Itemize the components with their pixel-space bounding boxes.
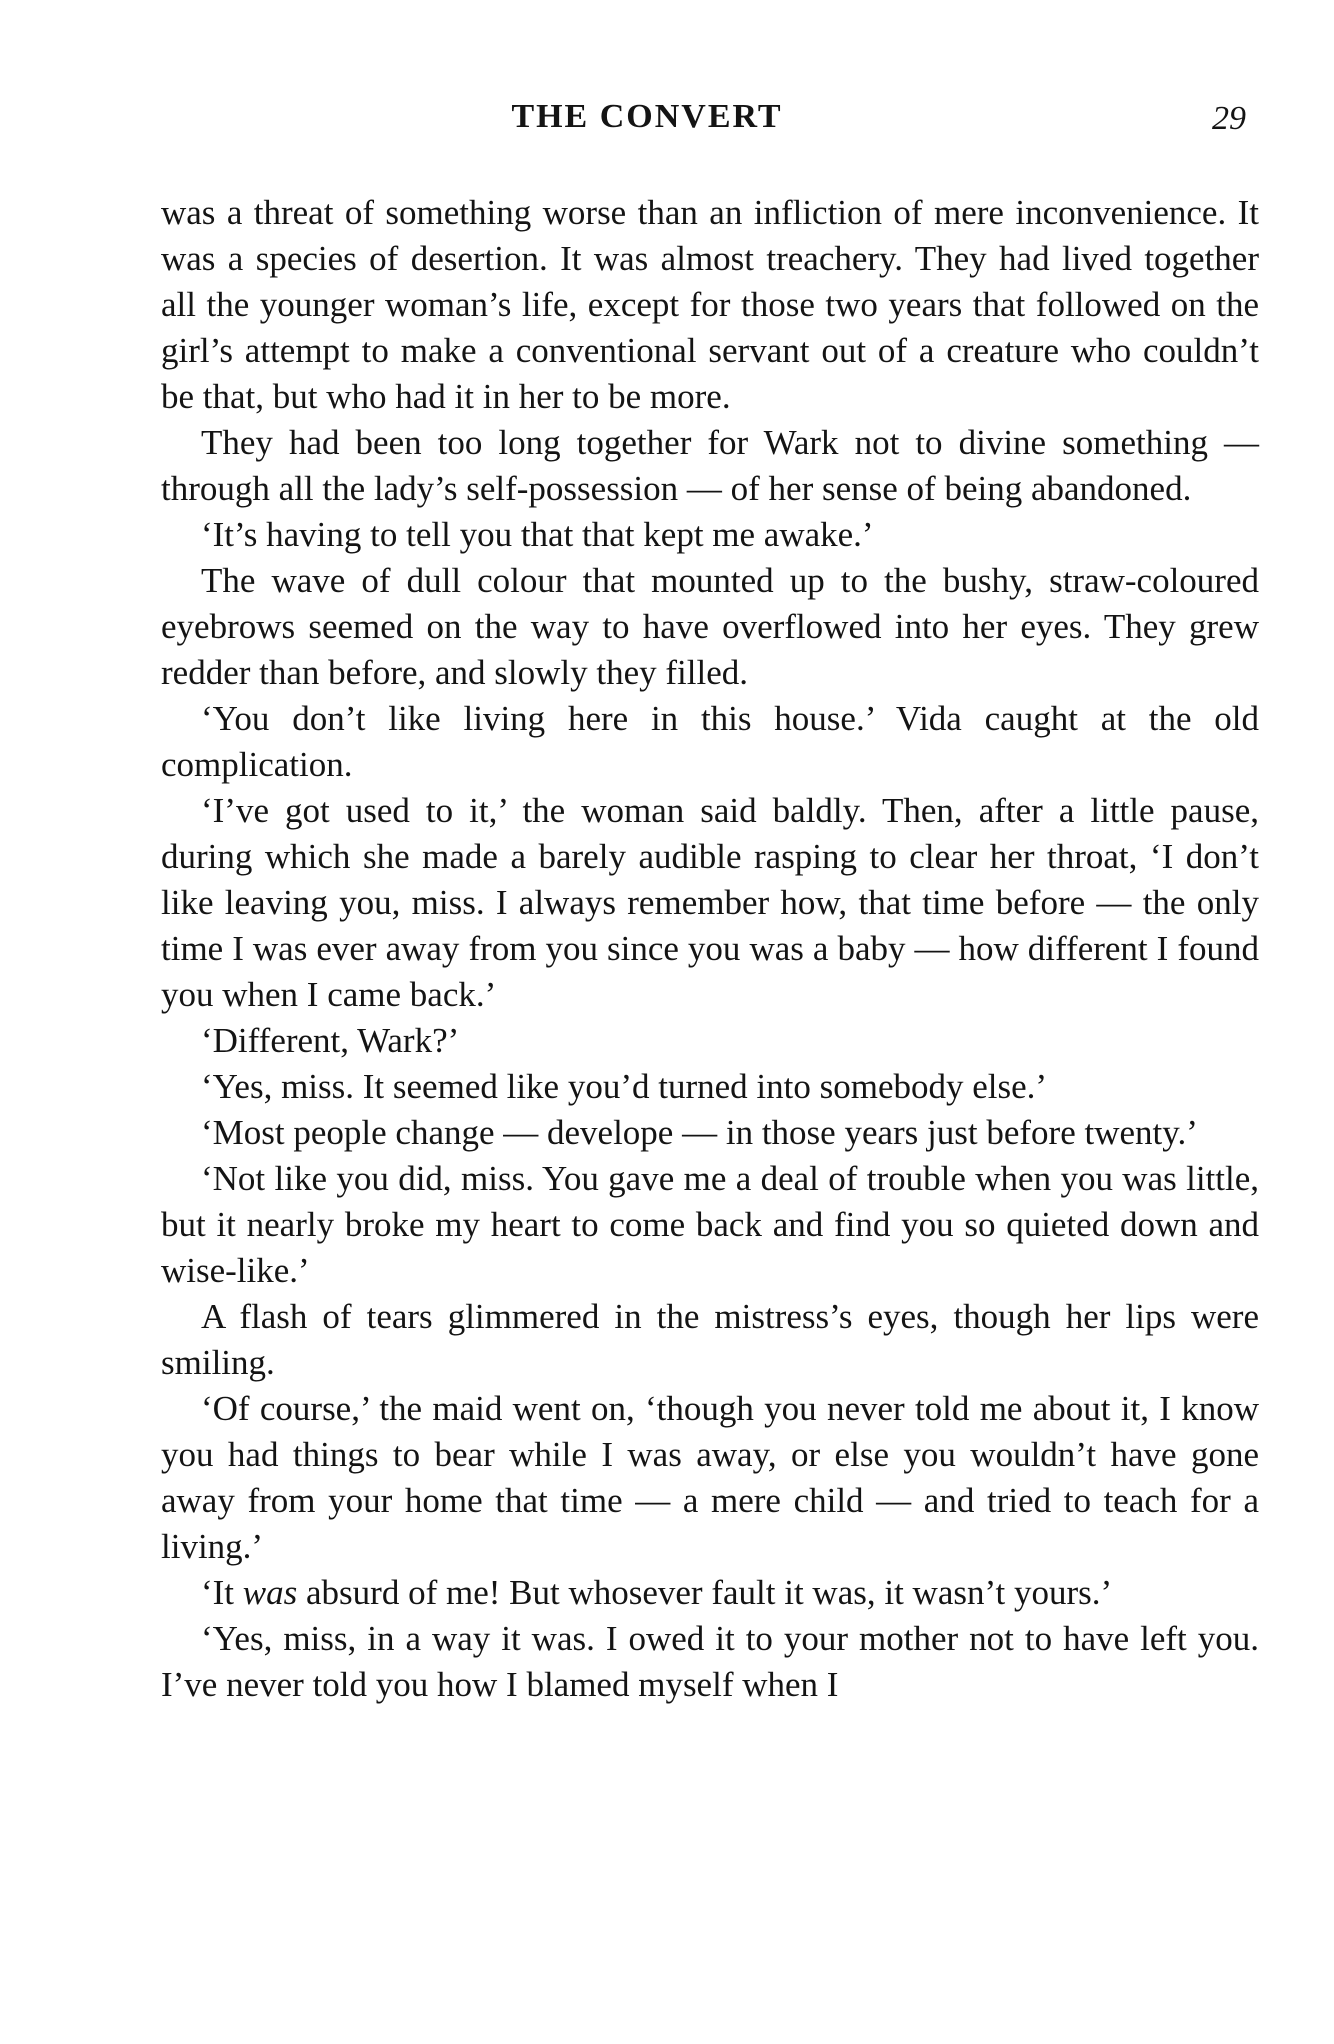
body-text (161, 190, 1259, 1708)
paragraph: ‘It’s having to tell you that that kept me awake.’ (201, 515, 874, 554)
paragraph: ‘Yes, miss. It seemed like you’d turned into somebody else.’ (201, 1067, 1048, 1106)
paragraph: ‘Not like you did, miss. You gave me a deal of trouble when you was little, but it nearly broke my heart to come back and find you so quieted down and wise-like.’ (161, 1159, 1259, 1290)
paragraph: They had been too long together for Wark not to divine something — through all the lady’s self-possession — of her sense of being abandoned. (161, 423, 1259, 508)
paragraph: ‘I’ve got used to it,’ the woman said baldly. Then, after a little pause, during which she made a barely audible rasping to clear her throat, ‘I don’t like leaving you, miss. I always remember how, that time before — the only time I was ever away from you since you was a baby — how different I found you when I came back.’ (161, 791, 1259, 1014)
running-head: THE CONVERT (511, 98, 783, 135)
emphasis: was (242, 1573, 298, 1612)
paragraph: ‘You don’t like living here in this house.’ Vida caught at the old complication. (161, 699, 1259, 784)
paragraph-part: absurd of me! But whosever fault it was, it wasn’t yours.’ (297, 1573, 1113, 1612)
page-number: 29 (1212, 100, 1246, 137)
paragraph: was a threat of something worse than an infliction of mere inconvenience. It was a species of desertion. It was almost treachery. They had lived together all the younger woman’s life, except for those two years that followed on the girl’s attempt to make a conventional servant out of a creature who couldn’t be that, but who had it in her to be more. (161, 193, 1259, 416)
paragraph: ‘Of course,’ the maid went on, ‘though you never told me about it, I know you had things to bear while I was away, or else you wouldn’t have gone away from your home that time — a mere child — and tried to teach for a living.’ (161, 1389, 1259, 1566)
paragraph: The wave of dull colour that mounted up to the bushy, straw-coloured eyebrows seemed on the way to have overflowed into her eyes. They grew redder than before, and slowly they filled. (161, 561, 1259, 692)
paragraph: A flash of tears glimmered in the mistress’s eyes, though her lips were smiling. (161, 1297, 1259, 1382)
paragraph: ‘Most people change — develope — in those years just before twenty.’ (201, 1113, 1198, 1152)
paragraph-part: ‘It (201, 1573, 243, 1612)
paragraph (161, 1570, 1259, 1616)
paragraph: ‘Yes, miss, in a way it was. I owed it to your mother not to have left you. I’ve never told you how I blamed myself when I (161, 1619, 1259, 1704)
paragraph: ‘Different, Wark?’ (201, 1021, 460, 1060)
